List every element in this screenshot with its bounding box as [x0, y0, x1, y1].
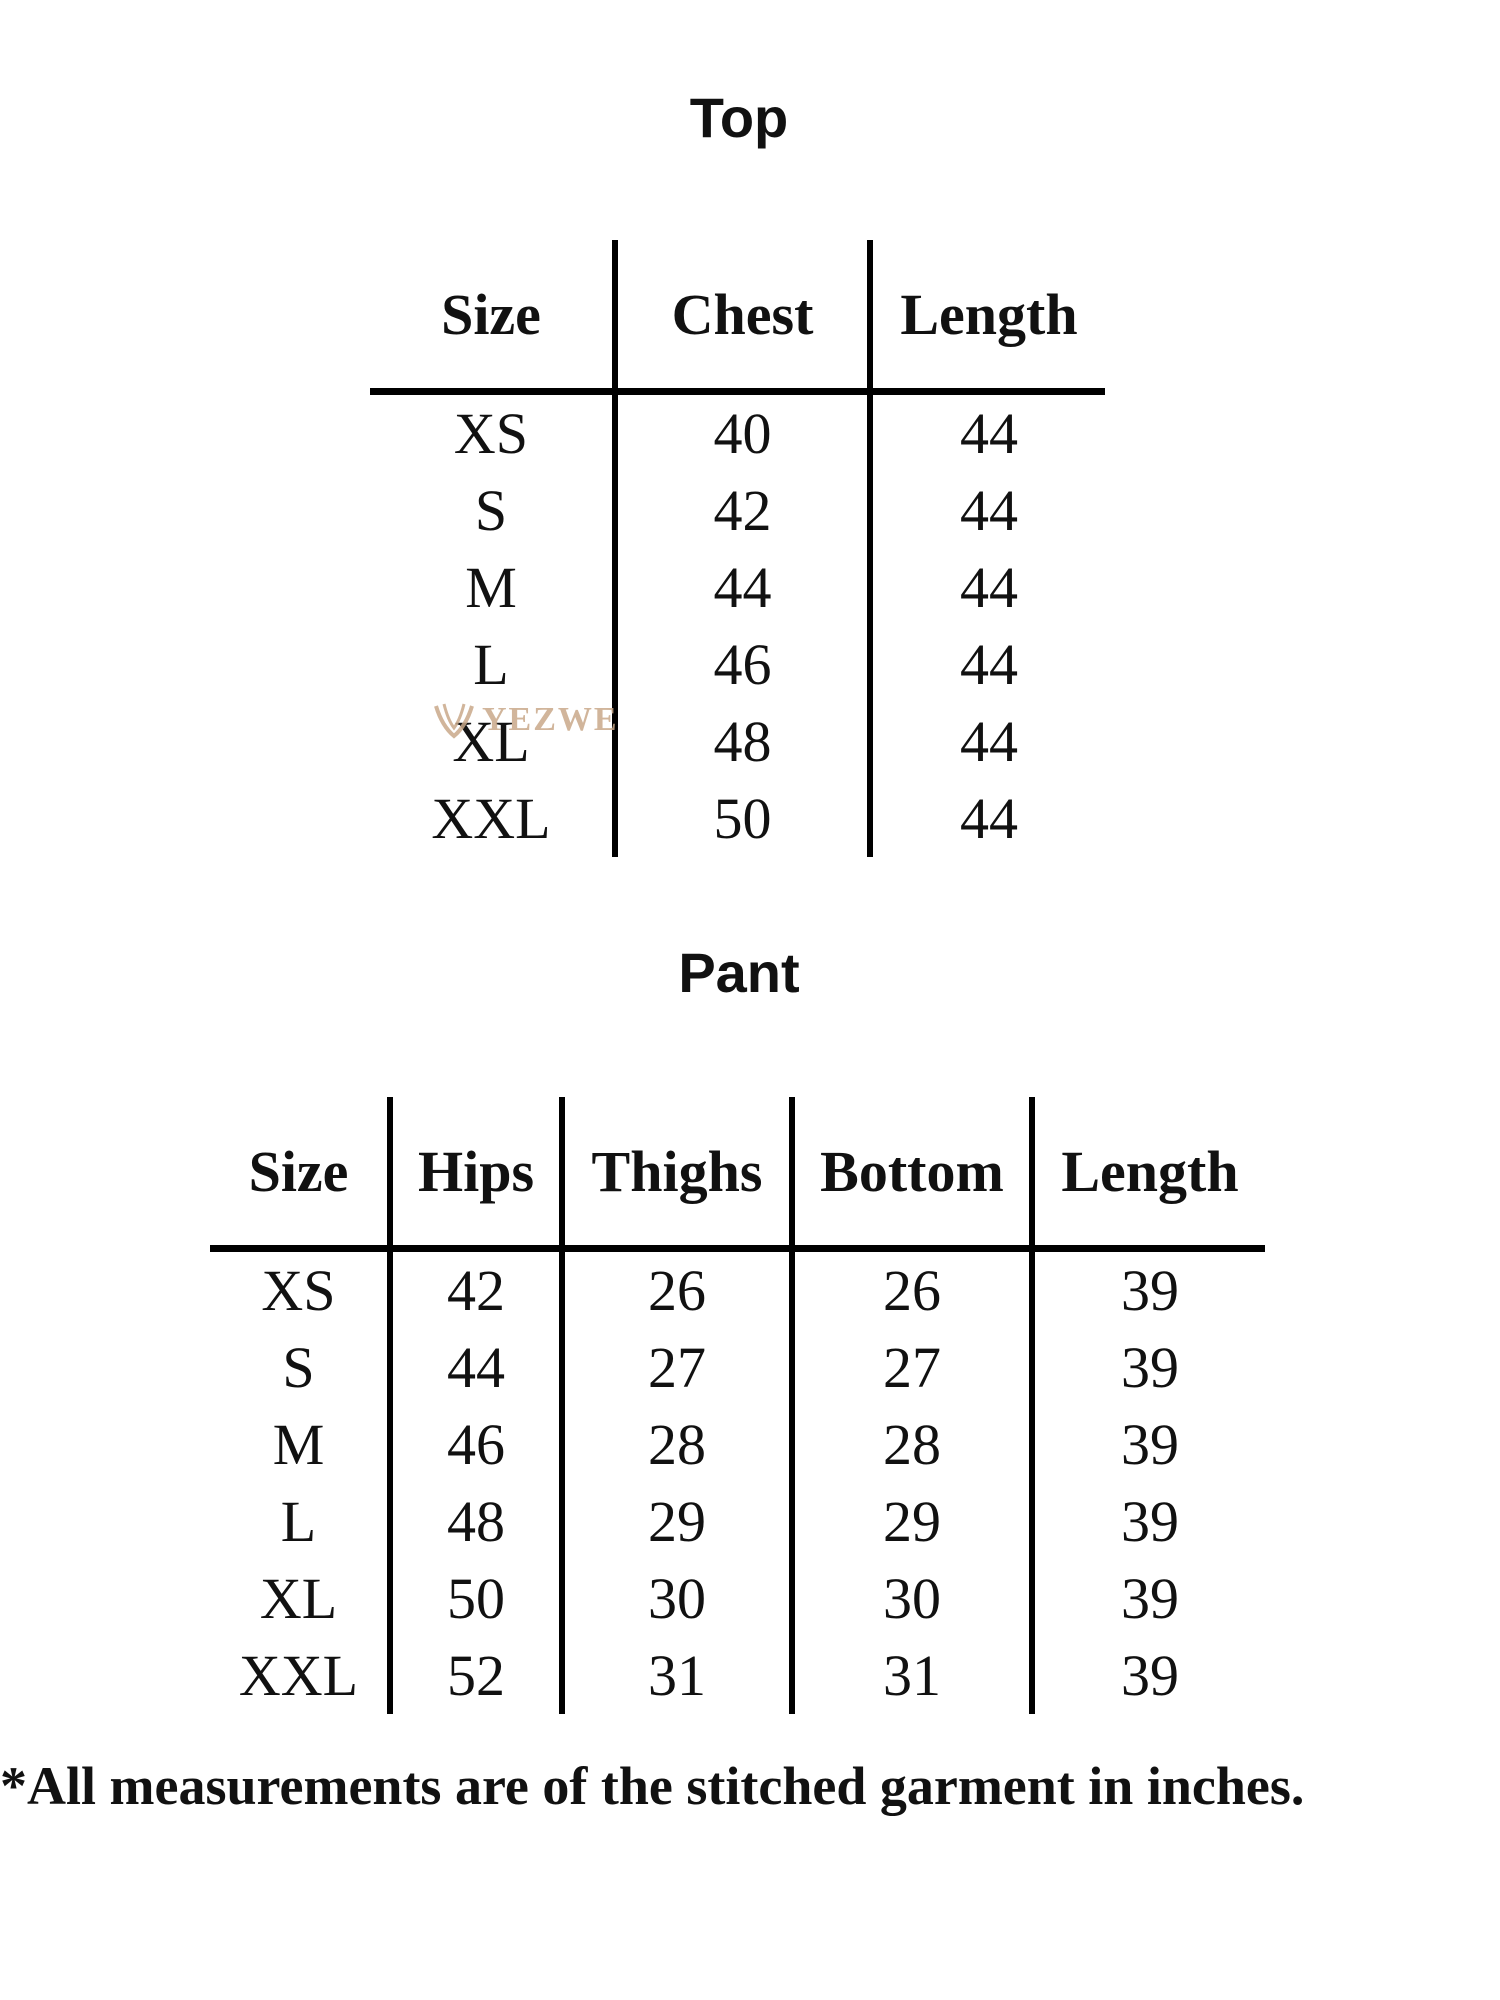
size-cell: XXL: [238, 1643, 359, 1708]
length-cell: 44: [870, 472, 1105, 549]
chest-cell: 46: [615, 626, 870, 703]
length-cell: 39: [1032, 1560, 1265, 1637]
watermark-text: YEZWE: [482, 701, 619, 738]
hips-cell: 50: [390, 1560, 562, 1637]
length-cell: 39: [1032, 1249, 1265, 1330]
brand-watermark: [432, 700, 619, 740]
thighs-cell: 30: [562, 1560, 792, 1637]
size-cell: XS: [453, 401, 529, 466]
size-cell: L: [280, 1489, 317, 1554]
column-header-thighs: Thighs: [562, 1097, 792, 1249]
bottom-cell: 31: [792, 1637, 1032, 1714]
thighs-cell: 27: [562, 1329, 792, 1406]
table-row: [210, 1637, 1265, 1714]
pant-size-table: [210, 1097, 1265, 1714]
column-header-size: Size: [370, 240, 615, 392]
size-cell: XL: [259, 1566, 338, 1631]
column-header-chest: Chest: [615, 240, 870, 392]
thighs-cell: 29: [562, 1483, 792, 1560]
size-cell: XXL: [431, 786, 551, 851]
thighs-cell: 31: [562, 1637, 792, 1714]
length-cell: 44: [870, 626, 1105, 703]
bottom-cell: 30: [792, 1560, 1032, 1637]
table-row: [210, 1249, 1265, 1330]
length-cell: 39: [1032, 1637, 1265, 1714]
size-cell: S: [282, 1335, 315, 1400]
size-cell: L: [473, 632, 509, 697]
table-row: [370, 626, 1105, 703]
size-cell: M: [272, 1412, 325, 1477]
thighs-cell: 28: [562, 1406, 792, 1483]
length-cell: 39: [1032, 1329, 1265, 1406]
hips-cell: 52: [390, 1637, 562, 1714]
bottom-cell: 26: [792, 1249, 1032, 1330]
length-cell: 44: [870, 549, 1105, 626]
brand-logo-icon: [432, 700, 476, 740]
chest-cell: 40: [615, 392, 870, 473]
table-row: [370, 549, 1105, 626]
hips-cell: 48: [390, 1483, 562, 1560]
table-header-row: [370, 240, 1105, 392]
length-cell: 44: [870, 703, 1105, 780]
column-header-bottom: Bottom: [792, 1097, 1032, 1249]
size-cell: XL: [452, 709, 530, 774]
length-cell: 39: [1032, 1406, 1265, 1483]
table-header-row: [210, 1097, 1265, 1249]
column-header-length: Length: [870, 240, 1105, 392]
column-header-size: Size: [210, 1097, 390, 1249]
measurement-footnote: *All measurements are of the stitched garment in inches.: [0, 1756, 1305, 1816]
table-row: [210, 1406, 1265, 1483]
hips-cell: 46: [390, 1406, 562, 1483]
table-row: [370, 392, 1105, 473]
table-row: [210, 1329, 1265, 1406]
hips-cell: 44: [390, 1329, 562, 1406]
bottom-cell: 27: [792, 1329, 1032, 1406]
chest-cell: 44: [615, 549, 870, 626]
bottom-cell: 29: [792, 1483, 1032, 1560]
pant-section-title: Pant: [678, 941, 800, 1004]
chest-cell: 42: [615, 472, 870, 549]
length-cell: 39: [1032, 1483, 1265, 1560]
chest-cell: 50: [615, 780, 870, 857]
table-row: [210, 1483, 1265, 1560]
hips-cell: 42: [390, 1249, 562, 1330]
thighs-cell: 26: [562, 1249, 792, 1330]
table-row: [370, 472, 1105, 549]
table-row: [370, 780, 1105, 857]
top-section-title: Top: [689, 86, 789, 149]
table-row: [210, 1560, 1265, 1637]
length-cell: 44: [870, 780, 1105, 857]
chest-cell: 48: [615, 703, 870, 780]
top-size-table: [370, 240, 1105, 857]
bottom-cell: 28: [792, 1406, 1032, 1483]
size-cell: XS: [261, 1258, 336, 1323]
size-cell: S: [474, 478, 508, 543]
column-header-hips: Hips: [390, 1097, 562, 1249]
column-header-length: Length: [1032, 1097, 1265, 1249]
length-cell: 44: [870, 392, 1105, 473]
size-cell: M: [465, 555, 517, 620]
